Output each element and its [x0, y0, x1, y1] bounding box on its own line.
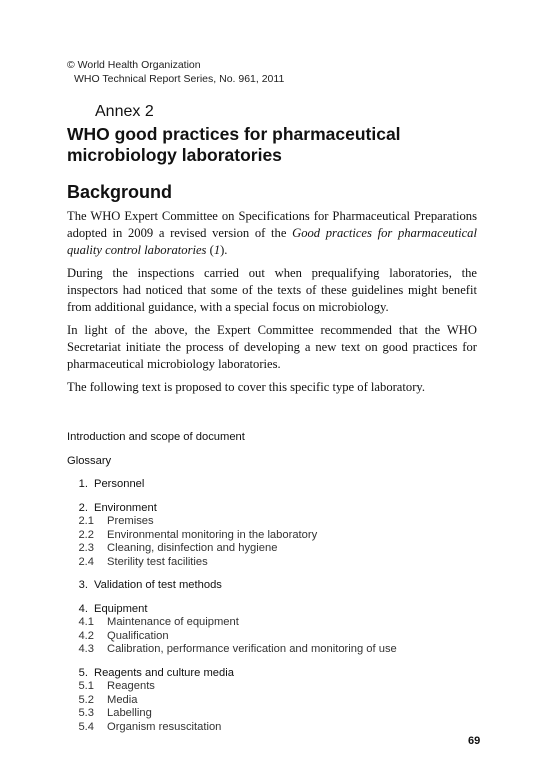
toc-subsection — [67, 542, 487, 556]
toc-subsection-title: Reagents — [107, 680, 155, 692]
paragraph-text: ). — [220, 243, 228, 257]
toc-section — [67, 478, 487, 492]
toc-section-title: Environment — [94, 501, 157, 514]
reference-number: 1 — [213, 243, 221, 257]
toc-section-heading — [67, 579, 487, 593]
series-line: WHO Technical Report Series, No. 961, 2011 — [74, 73, 285, 85]
toc-subsection-title: Organism resuscitation — [107, 720, 222, 733]
toc-subsection-title: Sterility test facilities — [107, 555, 208, 568]
toc-subsection-title: Cleaning, disinfection and hygiene — [107, 542, 278, 554]
toc-subsection — [67, 556, 487, 570]
toc-subsection — [67, 680, 487, 694]
toc-subsection-number: 5.2 — [78, 693, 94, 706]
toc-subsection-number: 5.1 — [78, 680, 94, 692]
toc-section-title: Personnel — [94, 478, 145, 490]
toc-section-number: 2. — [78, 501, 88, 514]
toc-subsection — [67, 616, 487, 630]
toc-subsection-number: 4.2 — [78, 629, 94, 642]
paragraph-text: The WHO Expert Committee on Specifications for Pharmaceutical Preparations adopted in 2009 a revised version of the — [67, 209, 477, 240]
toc-subsection-title: Maintenance of equipment — [107, 616, 239, 628]
toc-subsection-number: 2.1 — [78, 515, 94, 527]
copyright-line: © World Health Organization — [67, 59, 201, 71]
toc-subsection-number: 4.1 — [78, 616, 94, 628]
body-text — [67, 208, 477, 402]
paragraph-text: ( — [206, 243, 214, 257]
paragraph — [67, 208, 477, 259]
toc-subsection-number: 2.4 — [78, 555, 94, 568]
document-title — [67, 124, 487, 166]
toc-section-number: 5. — [78, 666, 88, 679]
toc-subsection-title: Qualification — [107, 629, 169, 642]
title-line: microbiology laboratories — [67, 145, 282, 165]
toc-subsection — [67, 515, 487, 529]
toc-section-heading — [67, 667, 487, 681]
toc-subsection-title: Environmental monitoring in the laboratory — [107, 528, 318, 541]
toc-item-glossary: Glossary — [67, 454, 112, 467]
copyright-notice — [67, 58, 284, 86]
toc-section-title: Equipment — [94, 602, 148, 615]
toc-item-introduction: Introduction and scope of document — [67, 431, 245, 443]
toc-subsection — [67, 630, 487, 644]
toc-subsection-title: Media — [107, 693, 138, 706]
toc-section-title: Reagents and culture media — [94, 666, 234, 679]
toc-subsection — [67, 694, 487, 708]
toc-subsection-number: 2.3 — [78, 542, 94, 554]
paragraph: During the inspections carried out when prequalifying laboratories, the inspectors had noticed that some of the texts of these guidelines might benefit from additional guidance, with a special focus on microbiology. — [67, 266, 477, 314]
toc-section — [67, 502, 487, 570]
cited-title: Good practices for pharmaceutical quality control laboratories — [67, 226, 477, 257]
toc-section-number: 4. — [78, 602, 88, 615]
toc-subsection-number: 4.3 — [78, 643, 94, 655]
toc-section — [67, 667, 487, 735]
toc-section-title: Validation of test methods — [94, 579, 222, 591]
toc-subsection-title: Premises — [107, 515, 154, 527]
title-line: WHO good practices for pharmaceutical — [67, 124, 401, 144]
toc-section-number: 3. — [78, 579, 88, 591]
toc-subsection-title: Labelling — [107, 707, 152, 719]
toc-subsection-number: 5.3 — [78, 707, 94, 719]
paragraph: In light of the above, the Expert Committee recommended that the WHO Secretariat initiate the process of developing a new text on good practices for pharmaceutical microbiology laboratories. — [67, 323, 477, 371]
page-number: 69 — [468, 735, 481, 747]
annex-label: Annex 2 — [95, 103, 154, 120]
toc-section-heading — [67, 603, 487, 617]
paragraph: The following text is proposed to cover this specific type of laboratory. — [67, 380, 426, 394]
toc-subsection — [67, 643, 487, 657]
toc-sections — [67, 478, 487, 734]
toc-subsection — [67, 529, 487, 543]
toc-subsection-title: Calibration, performance verification and monitoring of use — [107, 643, 397, 655]
toc-section — [67, 603, 487, 657]
table-of-contents — [67, 431, 487, 744]
toc-subsection — [67, 707, 487, 721]
toc-subsection-number: 5.4 — [78, 720, 94, 733]
section-heading: Background — [67, 182, 173, 202]
toc-section — [67, 579, 487, 593]
toc-subsection-number: 2.2 — [78, 528, 94, 541]
toc-section-heading — [67, 502, 487, 516]
toc-section-heading — [67, 478, 487, 492]
toc-subsection — [67, 721, 487, 735]
toc-section-number: 1. — [78, 478, 88, 490]
